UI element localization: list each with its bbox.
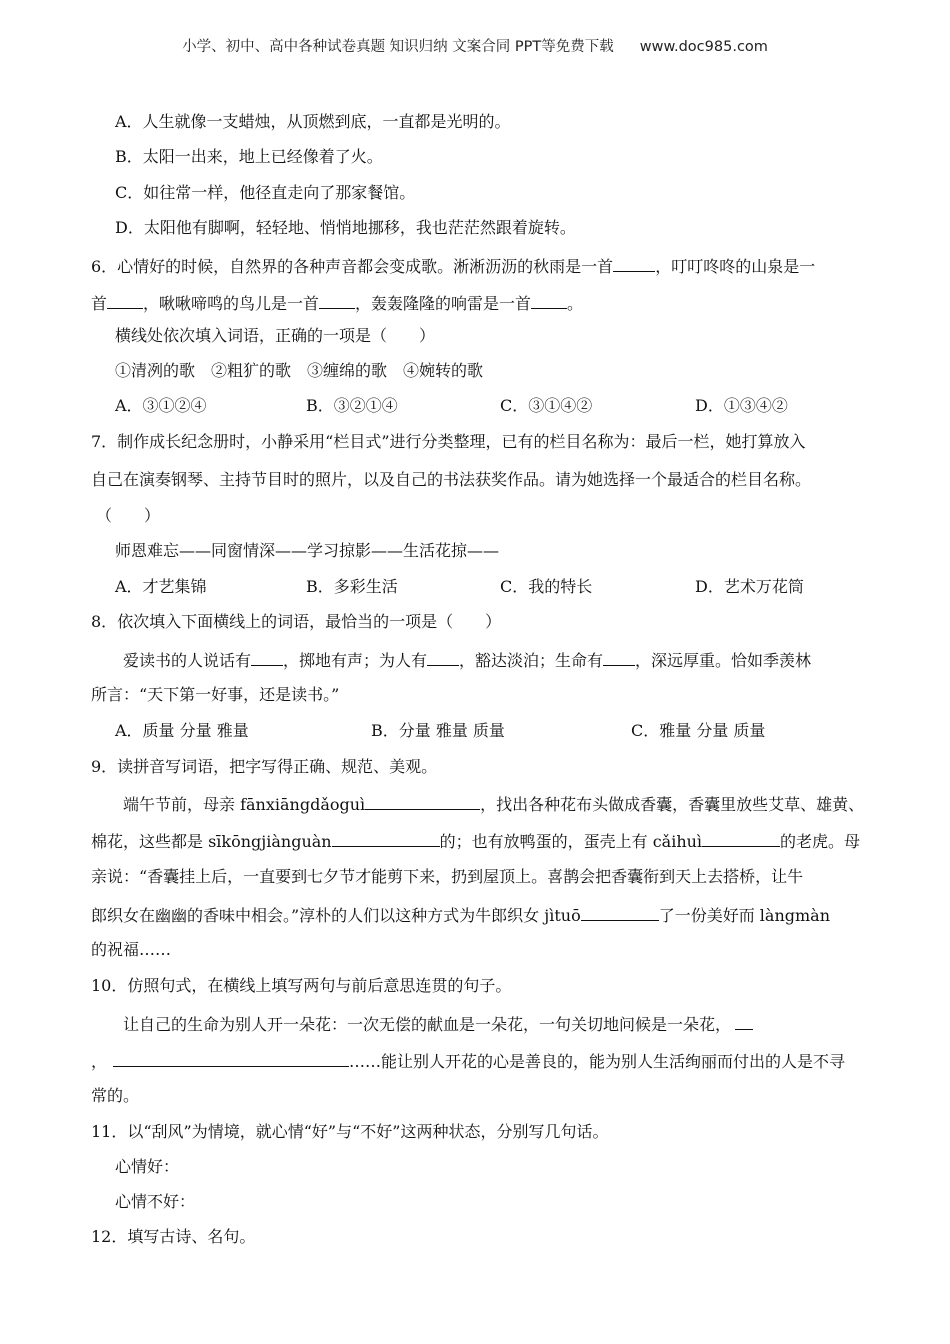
q10-passage-line1: 让自己的生命为别人开一朵花：一次无偿的献血是一朵花，一句关切地问候是一朵花， — [123, 1012, 753, 1036]
q6-stem-line1: 6．心情好的时候，自然界的各种声音都会变成歌。淅淅沥沥的秋雨是一首 ，叮叮咚咚的山泉是一 — [91, 254, 815, 278]
q7-stem-line1: 7．制作成长纪念册时，小静采用“栏目式”进行分类整理，已有的栏目名称为：最后一栏，她打算放入 — [91, 432, 806, 451]
header-url[interactable]: www.doc985.com — [639, 39, 768, 55]
q10-passage-line2: ， ……能让别人开花的心是善良的，能为别人生活绚丽而付出的人是不寻 — [91, 1049, 845, 1073]
q11-good-mood-label: 心情好： — [115, 1157, 180, 1176]
q6-option-b: B．③②①④ — [306, 396, 398, 415]
q8-passage-line1: 爱读书的人说话有 ，掷地有声；为人有 ，豁达淡泊；生命有 ，深远厚重。恰如季羡林 — [123, 648, 811, 672]
q7-stem-line2: 自己在演奏钢琴、主持节目时的照片，以及自己的书法获奖作品。请为她选择一个最适合的栏目名称。 — [91, 470, 812, 489]
q9-passage-line2: 棉花，这些都是 sīkōngjiànguàn 的；也有放鸭蛋的，蛋壳上有 cǎihuì 的老虎。母 — [91, 829, 860, 853]
q11-stem: 11．以“刮风”为情境，就心情“好”与“不好”这两种状态，分别写几句话。 — [91, 1122, 609, 1141]
q5-option-a: A．人生就像一支蜡烛，从顶燃到底，一直都是光明的。 — [115, 112, 511, 131]
q8-option-b: B．分量 雅量 质量 — [371, 721, 505, 740]
q10-blank-1[interactable] — [735, 1012, 753, 1030]
q9-stem: 9．读拼音写词语，把字写得正确、规范、美观。 — [91, 757, 438, 776]
q8-blank-1[interactable] — [251, 648, 283, 666]
q6-blank-2[interactable] — [107, 291, 143, 309]
page-header — [0, 35, 950, 56]
header-text: 小学、初中、高中各种试卷真题 知识归纳 文案合同 PPT等免费下载 — [182, 39, 614, 55]
q6-blank-1[interactable] — [613, 254, 655, 272]
q8-option-c: C．雅量 分量 质量 — [631, 721, 766, 740]
q11-bad-mood-label: 心情不好： — [115, 1192, 196, 1211]
q7-option-d: D．艺术万花筒 — [695, 577, 804, 596]
q8-stem: 8．依次填入下面横线上的词语，最恰当的一项是（ ） — [91, 612, 502, 631]
q6-blank-4[interactable] — [531, 291, 567, 309]
q9-passage-line3: 亲说：“香囊挂上后，一直要到七夕节才能剪下来，扔到屋顶上。喜鹊会把香囊衔到天上去搭桥，让牛 — [91, 867, 804, 886]
q10-blank-2[interactable] — [113, 1049, 349, 1067]
q6-items: ①清冽的歌 ②粗犷的歌 ③缠绵的歌 ④婉转的歌 — [115, 361, 484, 380]
q6-blank-3[interactable] — [319, 291, 355, 309]
q9-passage-line1: 端午节前，母亲 fānxiāngdǎoguì ，找出各种花布头做成香囊，香囊里放些艾草、雄黄、 — [123, 792, 864, 816]
q7-columns: 师恩难忘——同窗情深——学习掠影——生活花掠—— — [115, 541, 500, 560]
q9-blank-1[interactable] — [365, 792, 480, 810]
q7-answer-paren: （ ） — [96, 506, 161, 525]
q6-option-d: D．①③④② — [695, 396, 788, 415]
q5-option-b: B．太阳一出来，地上已经像着了火。 — [115, 147, 383, 166]
q10-stem: 10．仿照句式，在横线上填写两句与前后意思连贯的句子。 — [91, 976, 512, 995]
q9-passage-line5: 的祝福…… — [91, 940, 172, 959]
q7-option-b: B．多彩生活 — [306, 577, 398, 596]
q8-passage-line2: 所言：“天下第一好事，还是读书。” — [91, 685, 340, 704]
q6-option-c: C．③①④② — [500, 396, 593, 415]
q8-option-a: A．质量 分量 雅量 — [115, 721, 249, 740]
q6-prompt: 横线处依次填入词语，正确的一项是（ ） — [115, 326, 436, 345]
q7-option-a: A．才艺集锦 — [115, 577, 207, 596]
q7-option-c: C．我的特长 — [500, 577, 593, 596]
q8-blank-3[interactable] — [603, 648, 635, 666]
q9-passage-line4: 郎织女在幽幽的香味中相会。”淳朴的人们以这种方式为牛郎织女 jìtuō 了一份美好而 làngmàn — [91, 903, 830, 927]
q6-stem-line2: 首 ，啾啾啼鸣的鸟儿是一首 ，轰轰隆隆的响雷是一首 。 — [91, 291, 583, 315]
q12-stem: 12．填写古诗、名句。 — [91, 1227, 256, 1246]
q9-blank-2[interactable] — [332, 829, 440, 847]
q10-passage-line3: 常的。 — [91, 1086, 140, 1105]
q5-option-c: C．如往常一样，他径直走向了那家餐馆。 — [115, 183, 416, 202]
q5-option-d: D．太阳他有脚啊，轻轻地、悄悄地挪移，我也茫茫然跟着旋转。 — [115, 218, 576, 237]
q8-blank-2[interactable] — [427, 648, 459, 666]
q6-option-a: A．③①②④ — [115, 396, 207, 415]
q9-blank-3[interactable] — [702, 829, 780, 847]
q9-blank-4[interactable] — [581, 903, 659, 921]
